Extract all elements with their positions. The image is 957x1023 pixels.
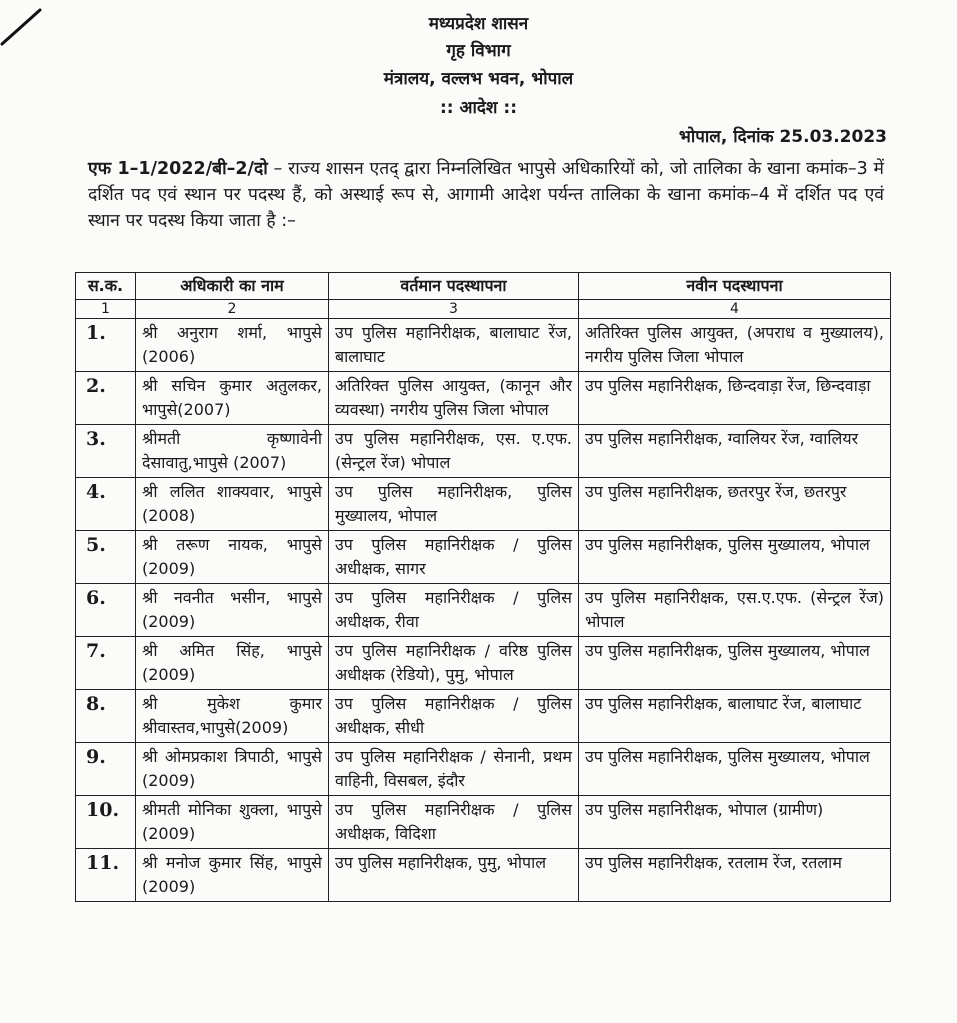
table-row <box>76 849 891 902</box>
table-row <box>76 637 891 690</box>
serial-number: 11. <box>76 849 136 902</box>
serial-number: 6. <box>76 584 136 637</box>
new-posting: उप पुलिस महानिरीक्षक, ग्वालियर रेंज, ग्वालियर <box>579 425 891 478</box>
officer-name: श्री नवनीत भसीन, भापुसे (2009) <box>136 584 329 637</box>
current-posting: उप पुलिस महानिरीक्षक, पुलिस मुख्यालय, भोपाल <box>329 478 579 531</box>
serial-number: 8. <box>76 690 136 743</box>
new-posting: उप पुलिस महानिरीक्षक, पुलिस मुख्यालय, भोपाल <box>579 743 891 796</box>
govt-name: मध्यप्रदेश शासन <box>428 14 529 34</box>
serial-number: 4. <box>76 478 136 531</box>
officer-name: श्री ललित शाक्यवार, भापुसे (2008) <box>136 478 329 531</box>
serial-number: 9. <box>76 743 136 796</box>
table-row <box>76 319 891 372</box>
table-row <box>76 531 891 584</box>
new-posting: उप पुलिस महानिरीक्षक, पुलिस मुख्यालय, भोपाल <box>579 637 891 690</box>
header-serial: स.क. <box>76 273 136 300</box>
current-posting: अतिरिक्त पुलिस आयुक्त, (कानून और व्यवस्था) नगरीय पुलिस जिला भोपाल <box>329 372 579 425</box>
officer-name: श्री सचिन कुमार अतुलकर, भापुसे(2007) <box>136 372 329 425</box>
table-row <box>76 690 891 743</box>
current-posting: उप पुलिस महानिरीक्षक, पुमु, भोपाल <box>329 849 579 902</box>
table-row <box>76 584 891 637</box>
serial-number: 2. <box>76 372 136 425</box>
new-posting: उप पुलिस महानिरीक्षक, छतरपुर रेंज, छतरपुर <box>579 478 891 531</box>
column-number: 1 <box>76 300 136 319</box>
order-paragraph <box>88 156 884 234</box>
order-heading: :: आदेश :: <box>440 98 517 118</box>
new-posting: उप पुलिस महानिरीक्षक, एस.ए.एफ. (सेन्ट्रल रेंज) भोपाल <box>579 584 891 637</box>
officer-name: श्री ओमप्रकाश त्रिपाठी, भापुसे (2009) <box>136 743 329 796</box>
order-date: भोपाल, दिनांक 25.03.2023 <box>678 127 887 147</box>
office-address: मंत्रालय, वल्लभ भवन, भोपाल <box>383 69 574 89</box>
order-text: – राज्य शासन एतद् द्वारा निम्नलिखित भापुसे अधिकारियों को, जो तालिका के खाना कमांक–3 में दर्शित पद एवं स्थान पर पदस्थ हैं, को अस्थाई रूप से, आगामी आदेश पर्यन्त तालिका के खाना कमांक–4 में दर्शित पद एवं स्थान पर पदस्थ किया जाता है :– <box>88 159 884 231</box>
table-row <box>76 796 891 849</box>
table-row <box>76 425 891 478</box>
serial-number: 10. <box>76 796 136 849</box>
officer-name: श्रीमती मोनिका शुक्ला, भापुसे (2009) <box>136 796 329 849</box>
header-officer-name: अधिकारी का नाम <box>136 273 329 300</box>
serial-number: 5. <box>76 531 136 584</box>
order-reference: एफ 1–1/2022/बी–2/दो <box>88 159 268 179</box>
officer-name: श्री मुकेश कुमार श्रीवास्तव,भापुसे(2009) <box>136 690 329 743</box>
current-posting: उप पुलिस महानिरीक्षक / पुलिस अधीक्षक, रीवा <box>329 584 579 637</box>
new-posting: उप पुलिस महानिरीक्षक, छिन्दवाड़ा रेंज, छिन्दवाड़ा <box>579 372 891 425</box>
column-number: 2 <box>136 300 329 319</box>
column-number-row <box>76 300 891 319</box>
serial-number: 1. <box>76 319 136 372</box>
current-posting: उप पुलिस महानिरीक्षक / वरिष्ठ पुलिस अधीक्षक (रेडियो), पुमु, भोपाल <box>329 637 579 690</box>
current-posting: उप पुलिस महानिरीक्षक / सेनानी, प्रथम वाहिनी, विसबल, इंदौर <box>329 743 579 796</box>
column-number: 3 <box>329 300 579 319</box>
current-posting: उप पुलिस महानिरीक्षक / पुलिस अधीक्षक, सीधी <box>329 690 579 743</box>
officer-name: श्री अमित सिंह, भापुसे (2009) <box>136 637 329 690</box>
header-new-posting: नवीन पदस्थापना <box>579 273 891 300</box>
header-current-posting: वर्तमान पदस्थापना <box>329 273 579 300</box>
officer-name: श्री मनोज कुमार सिंह, भापुसे (2009) <box>136 849 329 902</box>
current-posting: उप पुलिस महानिरीक्षक / पुलिस अधीक्षक, विदिशा <box>329 796 579 849</box>
new-posting: उप पुलिस महानिरीक्षक, पुलिस मुख्यालय, भोपाल <box>579 531 891 584</box>
serial-number: 7. <box>76 637 136 690</box>
table-header-row <box>76 273 891 300</box>
department-name: गृह विभाग <box>446 41 511 61</box>
current-posting: उप पुलिस महानिरीक्षक, एस. ए.एफ. (सेन्ट्रल रेंज) भोपाल <box>329 425 579 478</box>
table-row <box>76 743 891 796</box>
current-posting: उप पुलिस महानिरीक्षक, बालाघाट रेंज, बालाघाट <box>329 319 579 372</box>
new-posting: अतिरिक्त पुलिस आयुक्त, (अपराध व मुख्यालय), नगरीय पुलिस जिला भोपाल <box>579 319 891 372</box>
posting-table <box>75 272 891 902</box>
officer-name: श्री तरूण नायक, भापुसे (2009) <box>136 531 329 584</box>
column-number: 4 <box>579 300 891 319</box>
serial-number: 3. <box>76 425 136 478</box>
table-row <box>76 372 891 425</box>
new-posting: उप पुलिस महानिरीक्षक, बालाघाट रेंज, बालाघाट <box>579 690 891 743</box>
officer-name: श्रीमती कृष्णावेनी देसावातु,भापुसे (2007) <box>136 425 329 478</box>
new-posting: उप पुलिस महानिरीक्षक, भोपाल (ग्रामीण) <box>579 796 891 849</box>
new-posting: उप पुलिस महानिरीक्षक, रतलाम रेंज, रतलाम <box>579 849 891 902</box>
officer-name: श्री अनुराग शर्मा, भापुसे (2006) <box>136 319 329 372</box>
current-posting: उप पुलिस महानिरीक्षक / पुलिस अधीक्षक, सागर <box>329 531 579 584</box>
table-row <box>76 478 891 531</box>
